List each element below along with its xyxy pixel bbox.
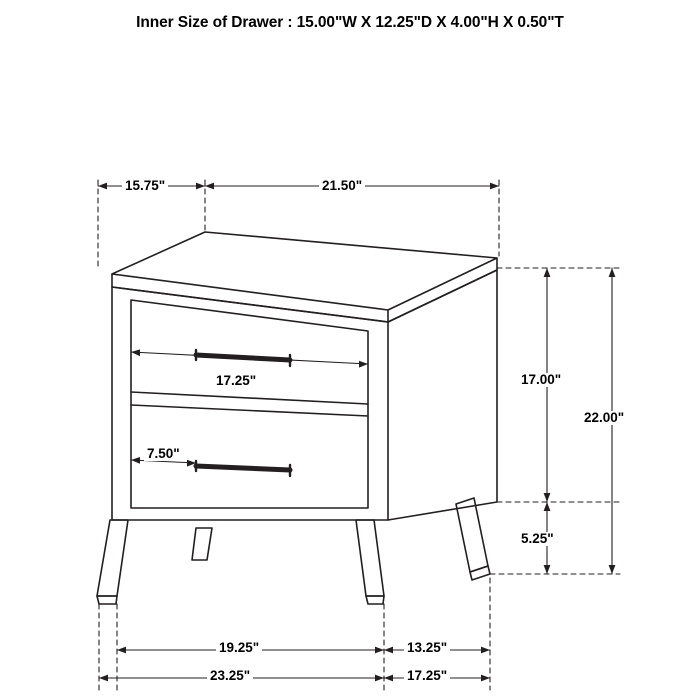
dim-label-drawer-top: 17.25" xyxy=(213,374,259,388)
dim-label-right-lower: 5.25" xyxy=(518,532,557,546)
leg-back-left xyxy=(192,528,212,560)
dim-label-bottom-inner-right: 13.25" xyxy=(404,641,450,655)
page-title: Inner Size of Drawer : 15.00"W X 12.25"D X 4.00"H X 0.50"T xyxy=(136,14,564,31)
cabinet-side-face xyxy=(388,270,497,520)
cabinet-top-right-edge xyxy=(388,258,497,322)
drawer-divider-bottom xyxy=(131,405,368,416)
dim-label-bottom-outer-left: 23.25" xyxy=(207,669,253,683)
leg-front-left-foot xyxy=(97,596,117,604)
dim-label-bottom-inner-left: 19.25" xyxy=(216,641,262,655)
dim-line-drawer-top xyxy=(131,352,368,364)
leg-back-right-foot xyxy=(470,566,490,580)
leg-front-right-foot xyxy=(366,596,384,604)
dim-label-drawer-bottom: 7.50" xyxy=(144,447,183,461)
dim-label-top-left: 15.75" xyxy=(122,179,168,193)
dimension-arrowheads xyxy=(98,183,615,682)
leg-front-left xyxy=(97,520,128,596)
dim-label-right-outer: 22.00" xyxy=(581,411,627,425)
leg-front-right xyxy=(356,520,384,596)
cabinet-front-inner-frame xyxy=(131,300,368,508)
dim-label-right-inner: 17.00" xyxy=(518,373,564,387)
drawer-handle-lower xyxy=(196,466,290,470)
leg-back-right xyxy=(456,498,488,572)
dim-label-bottom-outer-right: 17.25" xyxy=(404,669,450,683)
drawer-divider-top xyxy=(131,392,368,404)
dim-label-top-right: 21.50" xyxy=(319,179,365,193)
